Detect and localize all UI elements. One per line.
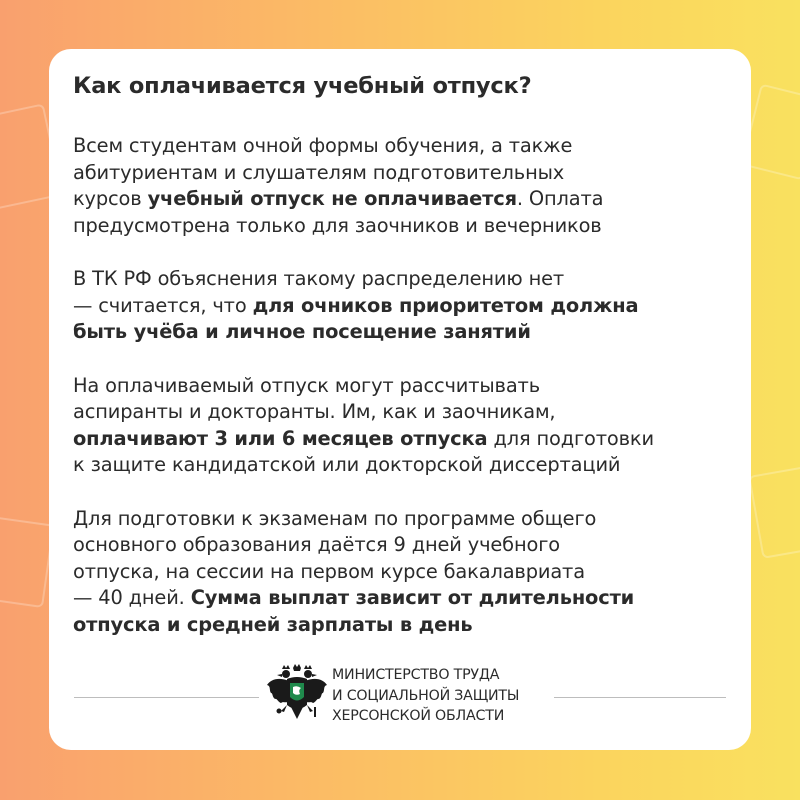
body-text: для подготовки	[487, 426, 654, 450]
footer-divider-left	[74, 697, 259, 698]
body-text: — 40 дней.	[73, 586, 191, 609]
ministry-name-line: МИНИСТЕРСТВО ТРУДА	[332, 667, 500, 683]
emphasized-text: учебный отпуск не оплачивается	[147, 187, 517, 210]
body-paragraph	[73, 266, 727, 346]
card-footer	[49, 655, 751, 735]
paragraph-line	[73, 373, 727, 400]
paragraph-line	[73, 559, 727, 586]
emphasized-text: отпуска и средней зарплаты в день	[73, 612, 473, 636]
background-decoration	[748, 465, 800, 559]
emphasized-text: Сумма выплат зависит от длительности	[190, 586, 635, 609]
body-text: Для подготовки к экзаменам по программе общего	[73, 506, 597, 530]
body-text: Всем студентам очной формы обучения, а также	[73, 134, 573, 157]
paragraph-line	[73, 452, 727, 479]
info-card	[49, 49, 751, 750]
body-text: к защите кандидатской или докторской диссертаций	[73, 453, 621, 476]
card-title: Как оплачивается учебный отпуск?	[73, 73, 532, 99]
ministry-name-line: И СОЦИАЛЬНОЙ ЗАЩИТЫ	[332, 687, 520, 704]
body-text: В ТК РФ объяснения такому распределению нет	[73, 267, 565, 290]
paragraph-line	[73, 585, 727, 612]
body-paragraph	[73, 373, 727, 479]
body-text: аспиранты и докторанты. Им, как и заочникам,	[73, 400, 556, 423]
background-decoration	[0, 516, 55, 608]
body-paragraph	[73, 506, 727, 639]
body-text: На оплачиваемый отпуск могут рассчитывать	[73, 373, 540, 397]
body-text: . Оплата	[516, 187, 604, 210]
paragraph-line	[73, 319, 727, 346]
body-paragraph	[73, 133, 727, 239]
paragraph-line	[73, 426, 727, 453]
paragraph-line	[73, 399, 727, 426]
paragraph-line	[73, 612, 727, 639]
card-body	[73, 133, 727, 638]
ministry-name	[332, 665, 519, 727]
emphasized-text: оплачивают 3 или 6 месяцев отпуска	[73, 426, 488, 450]
paragraph-line	[73, 133, 727, 160]
paragraph-line	[73, 506, 727, 533]
footer-divider-right	[554, 697, 726, 698]
paragraph-line	[73, 186, 727, 213]
paragraph-line	[73, 266, 727, 293]
emphasized-text: быть учёба и личное посещение занятий	[73, 320, 531, 343]
paragraph-line	[73, 293, 727, 320]
paragraph-line	[73, 532, 727, 559]
body-text: основного образования даётся 9 дней учебного	[73, 533, 560, 556]
ministry-name-line: ХЕРСОНСКОЙ ОБЛАСТИ	[332, 708, 505, 724]
body-text: предусмотрена только для заочников и вечерников	[73, 213, 602, 237]
emphasized-text: для очников приоритетом должна	[252, 293, 639, 317]
body-text: курсов	[73, 187, 148, 210]
paragraph-line	[73, 213, 727, 240]
body-text: — считается, что	[73, 293, 253, 317]
body-text: абитуриентам и слушателям подготовительных	[73, 160, 565, 184]
double-headed-eagle-icon	[265, 663, 329, 725]
body-text: отпуска, на сессии на первом курсе бакалавриата	[73, 559, 585, 583]
paragraph-line	[73, 160, 727, 187]
